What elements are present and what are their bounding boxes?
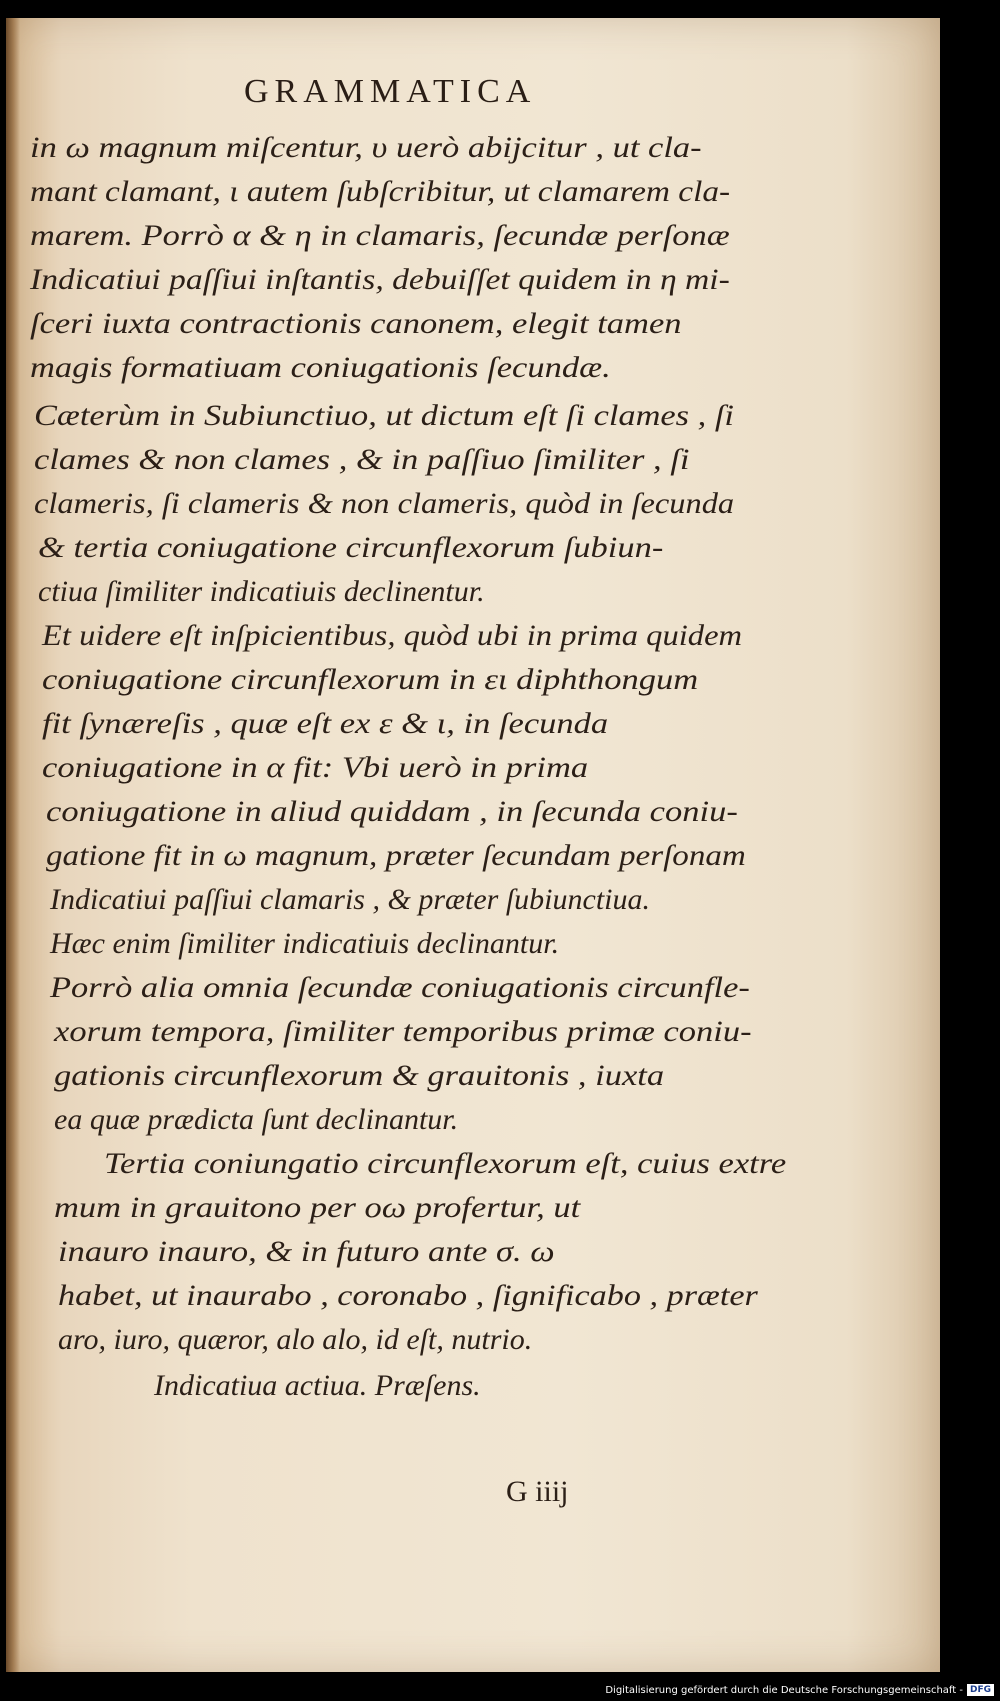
text-line: aro, iuro, quæror, alo alo, id eſt, nutrio. xyxy=(58,1323,533,1356)
text-line: Hæc enim ſimiliter indicatiuis declinantur. xyxy=(50,927,560,960)
text-line: Indicatiui paſſiui inſtantis, debuiſſet quidem in η mi- xyxy=(30,263,730,296)
text-line: coniugatione circunflexorum in ει diphthongum xyxy=(42,663,699,696)
text-line: gatione fit in ω magnum, præter ſecundam perſonam xyxy=(46,839,746,872)
signature-mark: G iiij xyxy=(506,1475,569,1508)
text-line: clameris, ſi clameris & non clameris, quòd in ſecunda xyxy=(34,487,735,520)
text-line: fit ſynæreſis , quæ eſt ex ε & ι, in ſecunda xyxy=(42,707,609,740)
text-line: coniugatione in α fit: Vbi uerò in prima xyxy=(42,751,589,784)
text-line: Indicatiui paſſiui clamaris , & præter ſubiunctiua. xyxy=(50,883,650,916)
credit-text: Digitalisierung gefördert durch die Deutsche Forschungsgemeinschaft - xyxy=(605,1684,963,1696)
text-line: clames & non clames , & in paſſiuo ſimiliter , ſi xyxy=(34,443,690,476)
text-line: Et uidere eſt inſpicientibus, quòd ubi in prima quidem xyxy=(42,619,743,652)
text-line: in ω magnum miſcentur, υ uerò abijcitur , ut cla- xyxy=(30,131,702,164)
text-line: xorum tempora, ſimiliter temporibus primæ coniu- xyxy=(54,1015,752,1048)
page-binding-edge xyxy=(6,18,20,1672)
text-line: ea quæ prædicta ſunt declinantur. xyxy=(54,1103,459,1136)
text-line: marem. Porrò α & η in clamaris, ſecundæ perſonæ xyxy=(30,219,730,252)
text-line: habet, ut inaurabo , coronabo , ſignificabo , præter xyxy=(58,1279,758,1312)
text-line: ſceri iuxta contractionis canonem, elegit tamen xyxy=(30,307,682,340)
text-line: & tertia coniugatione circunflexorum ſubiun- xyxy=(38,531,664,564)
text-line: ctiua ſimiliter indicatiuis declinentur. xyxy=(38,575,485,608)
text-line: Tertia coniungatio circunflexorum eſt, cuius extre xyxy=(104,1147,787,1180)
text-line: coniugatione in aliud quiddam , in ſecunda coniu- xyxy=(46,795,738,828)
text-line: mum in grauitono per οω profertur, ut xyxy=(54,1191,581,1224)
scanned-page xyxy=(6,18,940,1672)
text-line: Porrò alia omnia ſecundæ coniugationis circunfle- xyxy=(50,971,750,1004)
dfg-logo: DFG xyxy=(967,1684,994,1696)
text-line: Indicatiua actiua. Præſens. xyxy=(154,1369,481,1402)
running-head: GRAMMATICA xyxy=(244,73,537,110)
text-line: inauro inauro, & in futuro ante σ. ω xyxy=(58,1235,555,1268)
text-line: magis formatiuam coniugationis ſecundæ. xyxy=(30,351,611,384)
digitization-credit xyxy=(605,1684,994,1696)
text-line: Cæterùm in Subiunctiuo, ut dictum eſt ſi clames , ſi xyxy=(34,399,734,432)
text-line: mant clamant, ι autem ſubſcribitur, ut clamarem cla- xyxy=(30,175,731,208)
text-line: gationis circunflexorum & grauitonis , iuxta xyxy=(54,1059,665,1092)
